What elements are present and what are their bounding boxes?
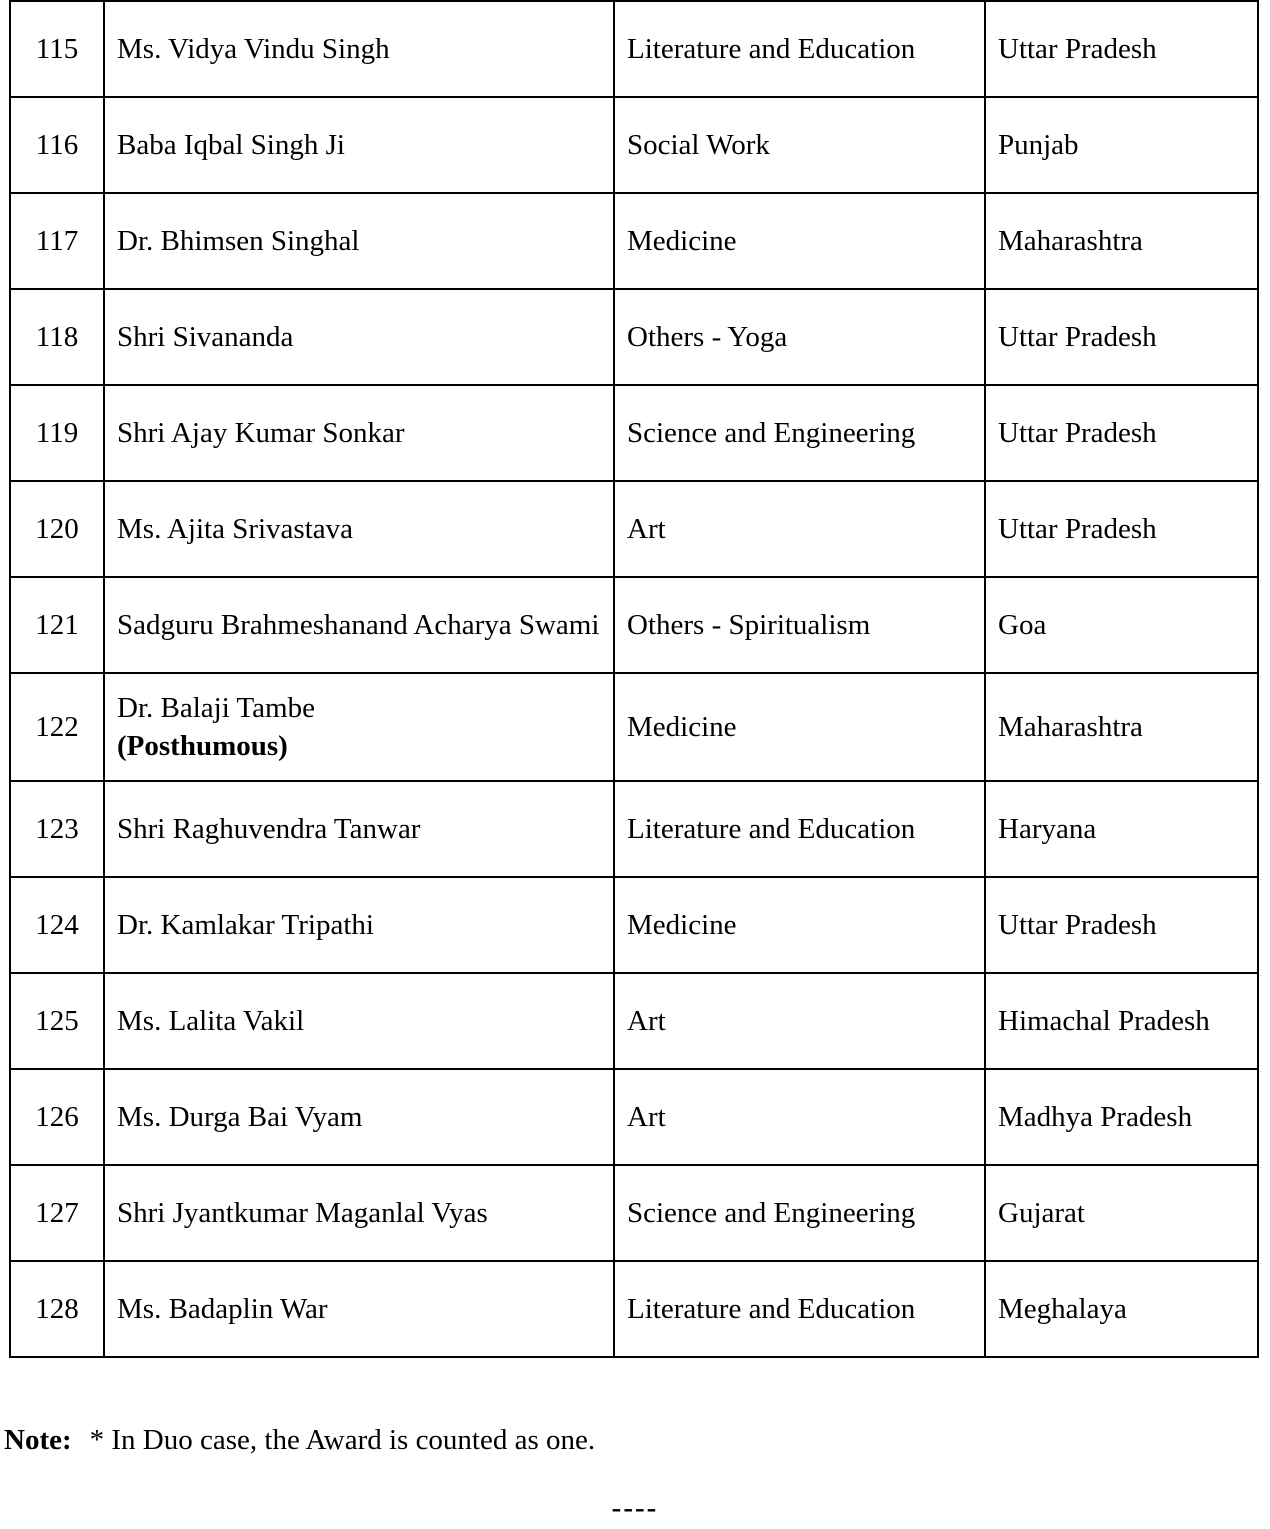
table-row xyxy=(10,481,1258,577)
cell-state: Madhya Pradesh xyxy=(985,1069,1258,1165)
cell-field: Art xyxy=(614,481,985,577)
cell-field: Literature and Education xyxy=(614,1,985,97)
awardee-name-text: Ms. Durga Bai Vyam xyxy=(117,1101,363,1133)
cell-state: Haryana xyxy=(985,781,1258,877)
cell-state: Meghalaya xyxy=(985,1261,1258,1357)
table-row xyxy=(10,673,1258,781)
cell-serial-number: 118 xyxy=(10,289,104,385)
awardee-name-text: Shri Ajay Kumar Sonkar xyxy=(117,417,405,449)
awards-table xyxy=(9,0,1259,1358)
table-row xyxy=(10,973,1258,1069)
cell-serial-number: 119 xyxy=(10,385,104,481)
awardee-name-text: Shri Jyantkumar Maganlal Vyas xyxy=(117,1197,488,1229)
table-row xyxy=(10,289,1258,385)
cell-awardee-name xyxy=(104,1,614,97)
cell-field: Literature and Education xyxy=(614,1261,985,1357)
cell-field: Medicine xyxy=(614,877,985,973)
cell-field: Art xyxy=(614,1069,985,1165)
table-row xyxy=(10,193,1258,289)
cell-serial-number: 123 xyxy=(10,781,104,877)
cell-serial-number: 128 xyxy=(10,1261,104,1357)
table-row xyxy=(10,385,1258,481)
cell-awardee-name xyxy=(104,877,614,973)
cell-awardee-name xyxy=(104,1165,614,1261)
cell-awardee-name xyxy=(104,97,614,193)
cell-state: Maharashtra xyxy=(985,673,1258,781)
cell-state: Maharashtra xyxy=(985,193,1258,289)
awardee-name-text: Dr. Balaji Tambe xyxy=(117,692,315,724)
cell-state: Uttar Pradesh xyxy=(985,1,1258,97)
awardee-name-text: Dr. Kamlakar Tripathi xyxy=(117,909,374,941)
cell-state: Punjab xyxy=(985,97,1258,193)
table-row xyxy=(10,781,1258,877)
cell-serial-number: 122 xyxy=(10,673,104,781)
cell-awardee-name xyxy=(104,673,614,781)
end-of-document-dashes: ---- xyxy=(611,1492,659,1524)
cell-field: Social Work xyxy=(614,97,985,193)
cell-awardee-name xyxy=(104,385,614,481)
cell-serial-number: 127 xyxy=(10,1165,104,1261)
cell-awardee-name xyxy=(104,289,614,385)
cell-awardee-name xyxy=(104,973,614,1069)
cell-serial-number: 121 xyxy=(10,577,104,673)
awardee-name-text: Ms. Lalita Vakil xyxy=(117,1005,305,1037)
cell-field: Medicine xyxy=(614,193,985,289)
cell-serial-number: 124 xyxy=(10,877,104,973)
cell-field: Science and Engineering xyxy=(614,385,985,481)
awardee-name-text: Dr. Bhimsen Singhal xyxy=(117,225,360,257)
cell-field: Science and Engineering xyxy=(614,1165,985,1261)
cell-state: Uttar Pradesh xyxy=(985,481,1258,577)
awardee-name-text: Shri Raghuvendra Tanwar xyxy=(117,813,421,845)
footnote-label: Note: xyxy=(4,1424,72,1456)
awardee-name-text: Sadguru Brahmeshanand Acharya Swami xyxy=(117,609,600,641)
table-row xyxy=(10,877,1258,973)
cell-field: Others - Yoga xyxy=(614,289,985,385)
awardee-name-text: Baba Iqbal Singh Ji xyxy=(117,129,345,161)
cell-serial-number: 126 xyxy=(10,1069,104,1165)
cell-state: Gujarat xyxy=(985,1165,1258,1261)
awards-table-body xyxy=(10,1,1258,1357)
cell-awardee-name xyxy=(104,1069,614,1165)
posthumous-note: (Posthumous) xyxy=(117,730,288,762)
awardee-name-text: Shri Sivananda xyxy=(117,321,294,353)
cell-awardee-name xyxy=(104,1261,614,1357)
cell-awardee-name xyxy=(104,193,614,289)
cell-serial-number: 117 xyxy=(10,193,104,289)
cell-state: Uttar Pradesh xyxy=(985,877,1258,973)
cell-field: Art xyxy=(614,973,985,1069)
cell-state: Uttar Pradesh xyxy=(985,289,1258,385)
table-row xyxy=(10,1069,1258,1165)
awardee-name-text: Ms. Vidya Vindu Singh xyxy=(117,33,390,65)
table-row xyxy=(10,1165,1258,1261)
cell-serial-number: 125 xyxy=(10,973,104,1069)
table-row xyxy=(10,1261,1258,1357)
footnote xyxy=(4,1420,595,1460)
table-row xyxy=(10,577,1258,673)
cell-serial-number: 115 xyxy=(10,1,104,97)
cell-awardee-name xyxy=(104,781,614,877)
table-row xyxy=(10,97,1258,193)
table-row xyxy=(10,1,1258,97)
awardee-name-text: Ms. Ajita Srivastava xyxy=(117,513,354,545)
cell-field: Others - Spiritualism xyxy=(614,577,985,673)
footnote-text: * In Duo case, the Award is counted as one. xyxy=(89,1424,596,1456)
cell-state: Uttar Pradesh xyxy=(985,385,1258,481)
cell-state: Himachal Pradesh xyxy=(985,973,1258,1069)
cell-awardee-name xyxy=(104,481,614,577)
cell-serial-number: 120 xyxy=(10,481,104,577)
cell-serial-number: 116 xyxy=(10,97,104,193)
cell-field: Medicine xyxy=(614,673,985,781)
cell-field: Literature and Education xyxy=(614,781,985,877)
cell-state: Goa xyxy=(985,577,1258,673)
cell-awardee-name xyxy=(104,577,614,673)
awardee-name-text: Ms. Badaplin War xyxy=(117,1293,328,1325)
